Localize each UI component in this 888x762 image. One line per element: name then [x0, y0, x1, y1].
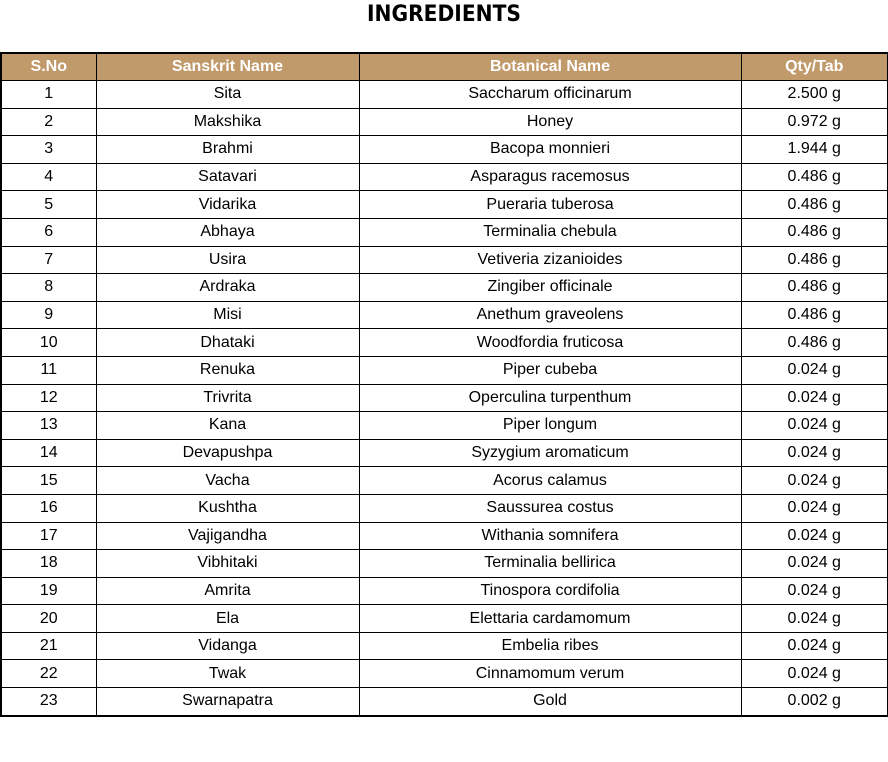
cell-qty: 0.486 g [741, 329, 888, 357]
table-row [1, 467, 888, 495]
cell-qty: 0.024 g [741, 384, 888, 412]
table-row [1, 274, 888, 302]
cell-botanical-name: Withania somnifera [359, 522, 741, 550]
cell-qty: 0.972 g [741, 108, 888, 136]
cell-qty: 0.486 g [741, 301, 888, 329]
cell-sno: 23 [1, 688, 96, 716]
cell-botanical-name: Terminalia chebula [359, 218, 741, 246]
cell-qty: 0.002 g [741, 688, 888, 716]
table-row [1, 660, 888, 688]
cell-qty: 0.024 g [741, 522, 888, 550]
cell-sanskrit-name: Vajigandha [96, 522, 359, 550]
cell-botanical-name: Saussurea costus [359, 494, 741, 522]
header-qty-per-tab: Qty/Tab [741, 53, 888, 81]
cell-qty: 0.024 g [741, 467, 888, 495]
cell-qty: 0.486 g [741, 218, 888, 246]
ingredients-table [0, 52, 888, 717]
table-row [1, 329, 888, 357]
cell-sanskrit-name: Devapushpa [96, 439, 359, 467]
cell-qty: 0.486 g [741, 163, 888, 191]
cell-sno: 5 [1, 191, 96, 219]
cell-qty: 0.024 g [741, 632, 888, 660]
cell-sno: 16 [1, 494, 96, 522]
cell-sanskrit-name: Vacha [96, 467, 359, 495]
table-row [1, 136, 888, 164]
cell-sno: 11 [1, 356, 96, 384]
cell-qty: 0.486 g [741, 191, 888, 219]
cell-sanskrit-name: Amrita [96, 577, 359, 605]
cell-sanskrit-name: Satavari [96, 163, 359, 191]
cell-sanskrit-name: Brahmi [96, 136, 359, 164]
header-sno: S.No [1, 53, 96, 81]
cell-qty: 0.024 g [741, 550, 888, 578]
page-title: INGREDIENTS [367, 2, 521, 27]
table-row [1, 412, 888, 440]
cell-sno: 10 [1, 329, 96, 357]
cell-sno: 14 [1, 439, 96, 467]
cell-botanical-name: Honey [359, 108, 741, 136]
cell-qty: 0.024 g [741, 412, 888, 440]
table-row [1, 688, 888, 716]
cell-sanskrit-name: Vidanga [96, 632, 359, 660]
cell-botanical-name: Cinnamomum verum [359, 660, 741, 688]
cell-sno: 4 [1, 163, 96, 191]
table-row [1, 522, 888, 550]
table-row [1, 632, 888, 660]
cell-botanical-name: Zingiber officinale [359, 274, 741, 302]
table-row [1, 108, 888, 136]
table-row [1, 384, 888, 412]
cell-botanical-name: Terminalia bellirica [359, 550, 741, 578]
cell-sno: 2 [1, 108, 96, 136]
cell-sno: 20 [1, 605, 96, 633]
cell-botanical-name: Gold [359, 688, 741, 716]
cell-botanical-name: Operculina turpenthum [359, 384, 741, 412]
header-sanskrit-name: Sanskrit Name [96, 53, 359, 81]
cell-sanskrit-name: Vidarika [96, 191, 359, 219]
cell-qty: 1.944 g [741, 136, 888, 164]
table-row [1, 218, 888, 246]
cell-qty: 0.486 g [741, 274, 888, 302]
cell-qty: 2.500 g [741, 81, 888, 109]
cell-sno: 9 [1, 301, 96, 329]
table-row [1, 356, 888, 384]
cell-sno: 12 [1, 384, 96, 412]
cell-botanical-name: Woodfordia fruticosa [359, 329, 741, 357]
cell-botanical-name: Syzygium aromaticum [359, 439, 741, 467]
cell-botanical-name: Embelia ribes [359, 632, 741, 660]
cell-sno: 6 [1, 218, 96, 246]
cell-qty: 0.024 g [741, 660, 888, 688]
cell-sno: 18 [1, 550, 96, 578]
cell-botanical-name: Saccharum officinarum [359, 81, 741, 109]
cell-botanical-name: Pueraria tuberosa [359, 191, 741, 219]
cell-sanskrit-name: Vibhitaki [96, 550, 359, 578]
cell-qty: 0.486 g [741, 246, 888, 274]
cell-sno: 19 [1, 577, 96, 605]
cell-botanical-name: Acorus calamus [359, 467, 741, 495]
table-row [1, 494, 888, 522]
table-row [1, 439, 888, 467]
cell-botanical-name: Tinospora cordifolia [359, 577, 741, 605]
cell-botanical-name: Asparagus racemosus [359, 163, 741, 191]
table-row [1, 191, 888, 219]
cell-botanical-name: Bacopa monnieri [359, 136, 741, 164]
cell-qty: 0.024 g [741, 356, 888, 384]
cell-sanskrit-name: Dhataki [96, 329, 359, 357]
cell-botanical-name: Piper cubeba [359, 356, 741, 384]
cell-sno: 7 [1, 246, 96, 274]
cell-sanskrit-name: Misi [96, 301, 359, 329]
cell-botanical-name: Anethum graveolens [359, 301, 741, 329]
table-row [1, 81, 888, 109]
cell-sanskrit-name: Trivrita [96, 384, 359, 412]
header-botanical-name: Botanical Name [359, 53, 741, 81]
cell-sno: 8 [1, 274, 96, 302]
cell-qty: 0.024 g [741, 577, 888, 605]
table-row [1, 246, 888, 274]
cell-sno: 17 [1, 522, 96, 550]
table-row [1, 605, 888, 633]
cell-sanskrit-name: Kana [96, 412, 359, 440]
cell-sno: 13 [1, 412, 96, 440]
cell-sanskrit-name: Sita [96, 81, 359, 109]
table-row [1, 301, 888, 329]
cell-sanskrit-name: Usira [96, 246, 359, 274]
cell-sanskrit-name: Renuka [96, 356, 359, 384]
cell-sanskrit-name: Makshika [96, 108, 359, 136]
cell-qty: 0.024 g [741, 439, 888, 467]
cell-botanical-name: Vetiveria zizanioides [359, 246, 741, 274]
cell-sno: 15 [1, 467, 96, 495]
cell-botanical-name: Piper longum [359, 412, 741, 440]
cell-sanskrit-name: Ardraka [96, 274, 359, 302]
table-header-row [1, 53, 888, 81]
cell-botanical-name: Elettaria cardamomum [359, 605, 741, 633]
cell-sanskrit-name: Kushtha [96, 494, 359, 522]
cell-sno: 21 [1, 632, 96, 660]
cell-sno: 1 [1, 81, 96, 109]
cell-sanskrit-name: Swarnapatra [96, 688, 359, 716]
cell-qty: 0.024 g [741, 605, 888, 633]
table-row [1, 550, 888, 578]
cell-sanskrit-name: Ela [96, 605, 359, 633]
cell-sanskrit-name: Twak [96, 660, 359, 688]
cell-qty: 0.024 g [741, 494, 888, 522]
table-row [1, 577, 888, 605]
cell-sno: 22 [1, 660, 96, 688]
cell-sanskrit-name: Abhaya [96, 218, 359, 246]
cell-sno: 3 [1, 136, 96, 164]
table-row [1, 163, 888, 191]
